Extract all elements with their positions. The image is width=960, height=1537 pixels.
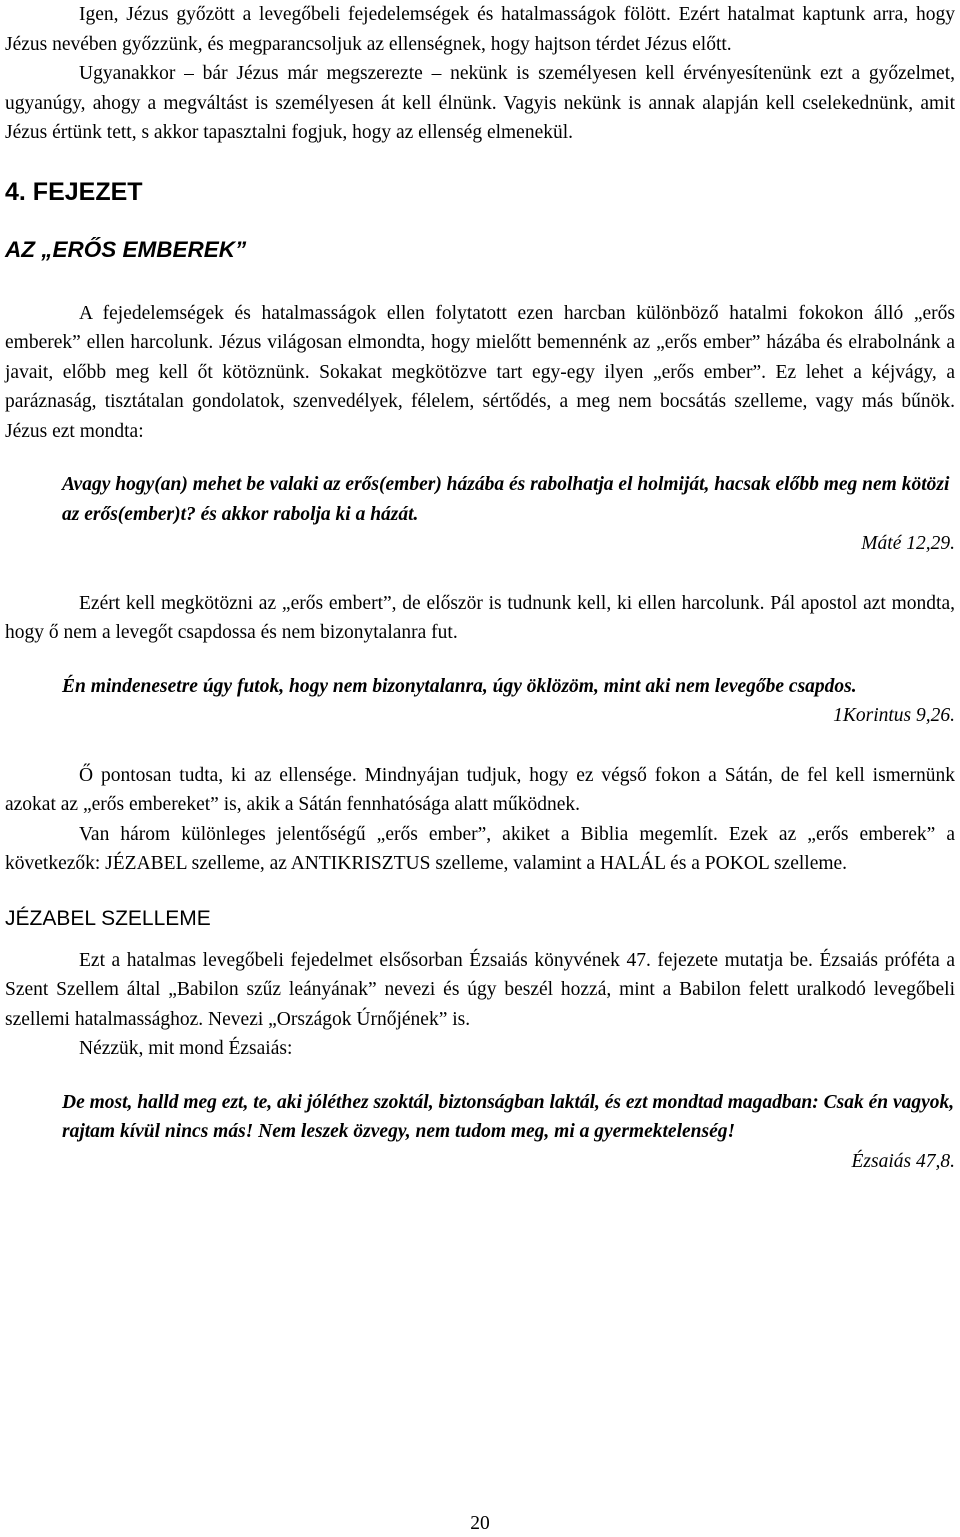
section2-paragraph-1: Ezt a hatalmas levegőbeli fejedelmet elsősorban Ézsaiás könyvének 47. fejezete mutatja be. Ézsaiás próféta a Szent Szellem által „Babilon szűz leányának” nevezi és úgy beszél hozzá, mint a Babilon felett uralkodó levegőbeli szellemi hatalmassághoz. Nevezi „Országok Úrnőjének” is.: [5, 949, 955, 1030]
bible-reference-3: Ézsaiás 47,8.: [851, 1150, 955, 1172]
bible-quote-1: Avagy hogy(an) mehet be valaki az erős(ember) házába és rabolhatja el holmiját, hacsak előbb meg nem kötözi az erős(ember)t? és akkor rabolja ki a házát.: [62, 474, 950, 525]
section1-paragraph-4: Van három különleges jelentőségű „erős ember”, akiket a Biblia megemlít. Ezek az „erős emberek” a következők: JÉZABEL szelleme, az ANTIKRISZTUS szelleme, valamint a HALÁL és a POKOL szelleme.: [5, 823, 955, 874]
section2-paragraph-2: Nézzük, mit mond Ézsaiás:: [79, 1038, 293, 1059]
page-number: 20: [470, 1513, 490, 1534]
chapter-title: AZ „ERŐS EMBEREK”: [5, 236, 247, 262]
intro-paragraph-1: Igen, Jézus győzött a levegőbeli fejedelemségek és hatalmasságok fölött. Ezért hatalmat kaptunk arra, hogy Jézus nevében győzzünk, és megparancsoljuk az ellenségnek, hogy hajtson térdet Jézus előtt.: [5, 4, 955, 55]
section1-paragraph-2: Ezért kell megkötözni az „erős embert”, de először is tudnunk kell, ki ellen harcolunk. Pál apostol azt mondta, hogy ő nem a levegőt csapdossa és nem bizonytalanra fut.: [5, 592, 955, 643]
section1-paragraph-1: A fejedelemségek és hatalmasságok ellen folytatott ezen harcban különböző hatalmi fokokon álló „erős emberek” ellen harcolunk. Jézus világosan elmondta, hogy mielőtt bemennénk az „erős ember” házába és elrabolnánk a javait, előbb meg kell őt kötöznünk. Sokakat megkötözve tart egy-egy ilyen „erős ember”. Ez lehet a kéjvágy, a paráznaság, tisztátalan gondolatok, szenvedélyek, félelem, sértődés, a meg nem bocsátás szelleme, vagy más bűnök. Jézus ezt mondta:: [5, 302, 955, 442]
bible-reference-2: 1Korintus 9,26.: [833, 705, 955, 726]
section1-paragraph-3: Ő pontosan tudta, ki az ellensége. Mindnyájan tudjuk, hogy ez végső fokon a Sátán, de fel kell ismernünk azokat az „erős embereket” is, akik a Sátán fennhatósága alatt működnek.: [5, 764, 955, 815]
section-title-jezabel: JÉZABEL SZELLEME: [5, 906, 211, 930]
bible-reference-1: Máté 12,29.: [861, 533, 955, 554]
document-page: [5, 0, 955, 1206]
bible-quote-3: De most, halld meg ezt, te, aki jóléthez szoktál, biztonságban laktál, és ezt mondtad magadban: Csak én vagyok, rajtam kívül nincs más! Nem leszek özvegy, nem tudom meg, mi a gyermektelenség!: [62, 1091, 955, 1142]
chapter-number: 4. FEJEZET: [5, 177, 143, 206]
intro-paragraph-2: Ugyanakkor – bár Jézus már megszerezte – nekünk is személyesen kell érvényesítenünk ezt a győzelmet, ugyanúgy, ahogy a megváltást is személyesen át kell élnünk. Vagyis nekünk is annak alapján kell cselekednünk, amit Jézus értünk tett, s akkor tapasztalni fogjuk, hogy az ellenség elmenekül.: [5, 63, 955, 143]
bible-quote-2: Én mindenesetre úgy futok, hogy nem bizonytalanra, úgy öklözöm, mint aki nem levegőbe csapdos.: [62, 675, 857, 697]
